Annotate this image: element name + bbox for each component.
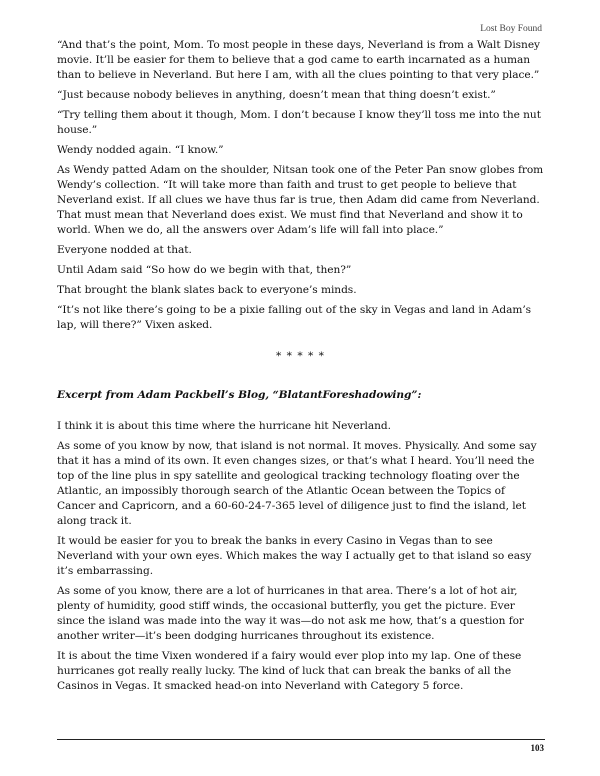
page-number: 103 (530, 743, 544, 753)
paragraph: Until Adam said “So how do we begin with that, then?” (57, 264, 352, 276)
page-body (57, 38, 544, 699)
paragraph: As some of you know by now, that island is not normal. It moves. Physically. And some say that it has a mind of its own. It even changes sizes, or that’s what I heard. You’ll need the top of the line plus in spy satellite and geological tracking technology floating over the Atlantic, an impossibly thorough search of the Atlantic Ocean between the Topics of Cancer and Capricorn, and a 60-60-24-7-365 level of diligence just to find the island, let along track it. (57, 440, 537, 527)
paragraph: “And that’s the point, Mom. To most people in these days, Neverland is from a Walt Disney movie. It’ll be easier for them to believe that a god came to earth incarnated as a human than to believe in Neverland. But here I am, with all the clues pointing to that very place.” (57, 39, 540, 81)
paragraph: Everyone nodded at that. (57, 244, 192, 256)
paragraph: As Wendy patted Adam on the shoulder, Nitsan took one of the Peter Pan snow globes from Wendy’s collection. “It will take more than faith and trust to get people to believe that Neverland exist. If all clues we have thus far is true, then Adam did came from Neverland. That must mean that Neverland does exist. We must find that Neverland and show it to world. When we do, all the answers over Adam’s life will fall into place.” (57, 164, 544, 236)
paragraph: “Try telling them about it though, Mom. I don’t because I know they’ll toss me into the nut house.” (57, 109, 541, 136)
paragraph: I think it is about this time where the hurricane hit Neverland. (57, 420, 391, 432)
footer-divider (57, 739, 545, 740)
running-header-title: Lost Boy Found (480, 24, 542, 34)
paragraph: Wendy nodded again. “I know.” (57, 144, 224, 156)
section-heading: Excerpt from Adam Packbell’s Blog, “BlatantForeshadowing”: (57, 389, 422, 401)
scene-break: * * * * * (276, 350, 325, 362)
paragraph: “It’s not like there’s going to be a pixie falling out of the sky in Vegas and land in Adam’s lap, will there?” Vixen asked. (57, 304, 532, 331)
paragraph: It is about the time Vixen wondered if a fairy would ever plop into my lap. One of these hurricanes got really really lucky. The kind of luck that can break the banks of all the Casinos in Vegas. It smacked head-on into Neverland with Category 5 force. (57, 650, 522, 692)
paragraph: As some of you know, there are a lot of hurricanes in that area. There’s a lot of hot air, plenty of humidity, good stiff winds, the occasional butterfly, you get the picture. Ever since the island was made into the way it was—do not ask me how, that’s a question for another writer—it’s been dodging hurricanes throughout its existence. (57, 585, 524, 642)
paragraph: That brought the blank slates back to everyone’s minds. (57, 284, 357, 296)
paragraph: “Just because nobody believes in anything, doesn’t mean that thing doesn’t exist.” (57, 89, 496, 101)
paragraph: It would be easier for you to break the banks in every Casino in Vegas than to see Neverland with your own eyes. Which makes the way I actually get to that island so easy it’s embarrassing. (57, 535, 532, 577)
